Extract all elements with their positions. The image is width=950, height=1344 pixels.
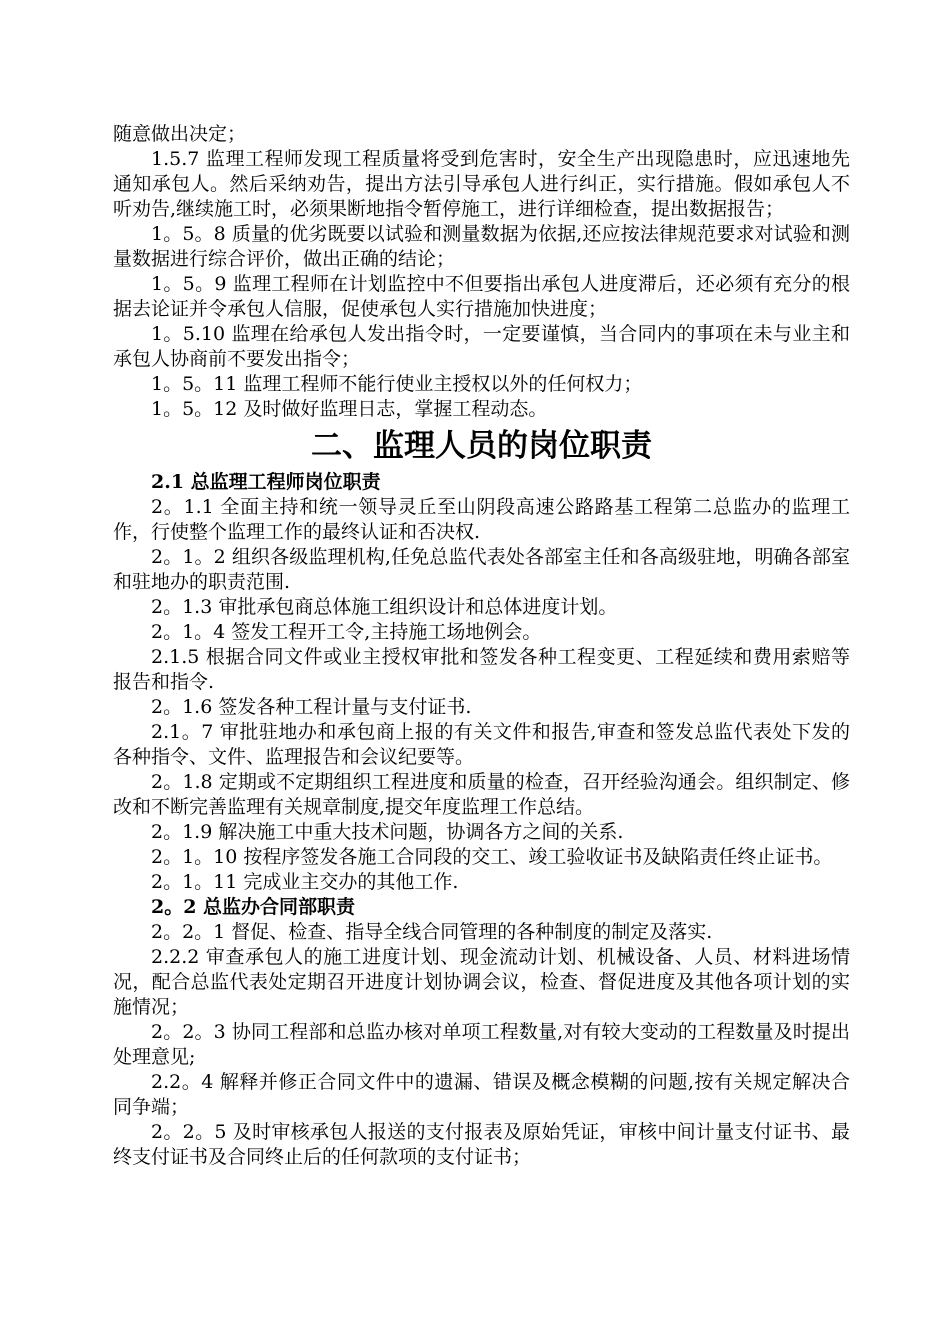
clause-1-5-11: 1。5。11 监理工程师不能行使业主授权以外的任何权力； [151, 373, 643, 395]
clause-1-5-8: 1。5。8 质量的优劣既要以试验和测量数据为依据,还应按法律规范要求对试验和测量数据进行综合评价，做出正确的结论； [113, 223, 850, 270]
clause-2-1-4: 2。1。4 签发工程开工令,主持施工场地例会。 [151, 621, 542, 643]
subsection-2-1-title: 2.1 总监理工程师岗位职责 [151, 471, 381, 493]
clause-1-5-9: 1。5。9 监理工程师在计划监控中不但要指出承包人进度滞后，还必须有充分的根据去论证并令承包人信服，促使承包人实行措施加快进度； [113, 273, 850, 320]
clause-1-5-7: 1.5.7 监理工程师发现工程质量将受到危害时，安全生产出现隐患时，应迅速地先通知承包人。然后采纳劝告，提出方法引导承包人进行纠正，实行措施。假如承包人不听劝告,继续施工时，必须果断地指令暂停施工，进行详细检查，提出数据报告； [113, 148, 850, 220]
clause-2-1-11: 2。1。11 完成业主交办的其他工作. [151, 871, 459, 893]
section-2-heading: 二、监理人员的岗位职责 [311, 428, 652, 464]
clause-2-2-5: 2。2。5 及时审核承包人报送的支付报表及原始凭证，审核中间计量支付证书、最终支付证书及合同终止后的任何款项的支付证书； [113, 1121, 850, 1168]
clause-2-2-3: 2。2。3 协同工程部和总监办核对单项工程数量,对有较大变动的工程数量及时提出处理意见; [113, 1021, 850, 1068]
clause-2-2-4: 2.2。4 解释并修正合同文件中的遗漏、错误及概念模糊的问题,按有关规定解决合同争端； [113, 1071, 850, 1118]
clause-2-1-3: 2。1.3 审批承包商总体施工组织设计和总体进度计划。 [151, 596, 618, 618]
clause-1-5-10: 1。5.10 监理在给承包人发出指令时，一定要谨慎，当合同内的事项在未与业主和承包人协商前不要发出指令； [113, 323, 850, 370]
clause-2-1-8: 2。1.8 定期或不定期组织工程进度和质量的检查，召开经验沟通会。组织制定、修改和不断完善监理有关规章制度,提交年度监理工作总结。 [113, 771, 850, 818]
clause-2-2-1: 2。2。1 督促、检查、指导全线合同管理的各种制度的制定及落实. [151, 921, 713, 943]
clause-1-5-12: 1。5。12 及时做好监理日志，掌握工程动态。 [151, 398, 548, 420]
clause-2-1-10: 2。1。10 按程序签发各施工合同段的交工、竣工验收证书及缺陷责任终止证书。 [151, 846, 833, 868]
intro-fragment: 随意做出决定； [113, 123, 247, 145]
clause-2-2-2: 2.2.2 审查承包人的施工进度计划、现金流动计划、机械设备、人员、材料进场情况，配合总监代表处定期召开进度计划协调会议，检查、督促进度及其他各项计划的实施情况； [113, 946, 850, 1018]
clause-2-1-9: 2。1.9 解决施工中重大技术问题，协调各方之间的关系. [151, 821, 624, 843]
clause-2-1-1: 2。1.1 全面主持和统一领导灵丘至山阴段高速公路路基工程第二总监办的监理工作，行使整个监理工作的最终认证和否决权. [113, 496, 850, 543]
clause-2-1-6: 2。1.6 签发各种工程计量与支付证书. [151, 696, 472, 718]
clause-2-1-2: 2。1。2 组织各级监理机构,任免总监代表处各部室主任和各高级驻地，明确各部室和驻地办的职责范围. [113, 546, 850, 593]
clause-2-1-5: 2.1.5 根据合同文件或业主授权审批和签发各种工程变更、工程延续和费用索赔等报告和指令. [113, 646, 850, 693]
subsection-2-2-title: 2。2 总监办合同部职责 [151, 896, 356, 918]
document-page [113, 122, 850, 1170]
clause-2-1-7: 2.1。7 审批驻地办和承包商上报的有关文件和报告,审查和签发总监代表处下发的各种指令、文件、监理报告和会议纪要等。 [113, 721, 850, 768]
